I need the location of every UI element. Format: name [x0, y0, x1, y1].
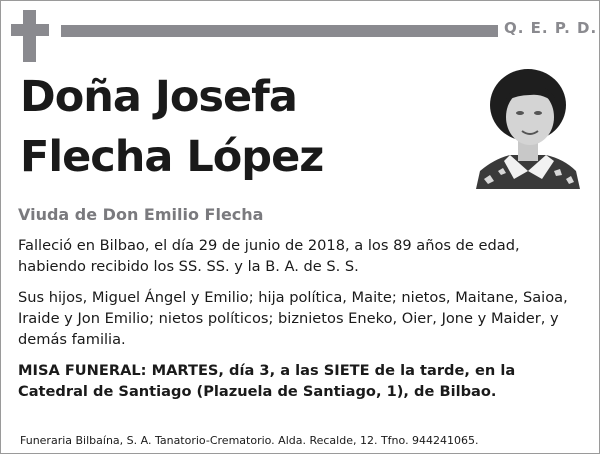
deceased-name-line2: Flecha López [20, 132, 324, 182]
funeral-mass-paragraph: MISA FUNERAL: MARTES, día 3, a las SIETE de la tarde, en la Catedral de Santiago (Plazuela de Santiago, 1), de Bilbao. [18, 362, 516, 400]
qepd-label: Q. E. P. D. [504, 19, 598, 37]
portrait-photo [474, 67, 582, 189]
funeral-home-footer: Funeraria Bilbaína, S. A. Tanatorio-Crematorio. Alda. Recalde, 12. Tfno. 944241065. [20, 434, 479, 447]
header-rule [61, 25, 498, 37]
family-paragraph: Sus hijos, Miguel Ángel y Emilio; hija política, Maite; nietos, Maitane, Saioa, Iraide y Jon Emilio; nietos políticos; biznietos Eneko, Oier, Jone y Maider, y demás familia. [18, 289, 568, 348]
widow-subtitle: Viuda de Don Emilio Flecha [18, 205, 264, 224]
deceased-name-line1: Doña Josefa [20, 72, 297, 122]
cross-icon [11, 10, 49, 62]
death-paragraph: Falleció en Bilbao, el día 29 de junio de 2018, a los 89 años de edad, habiendo recibido los SS. SS. y la B. A. de S. S. [18, 237, 520, 275]
deceased-name [20, 67, 323, 187]
